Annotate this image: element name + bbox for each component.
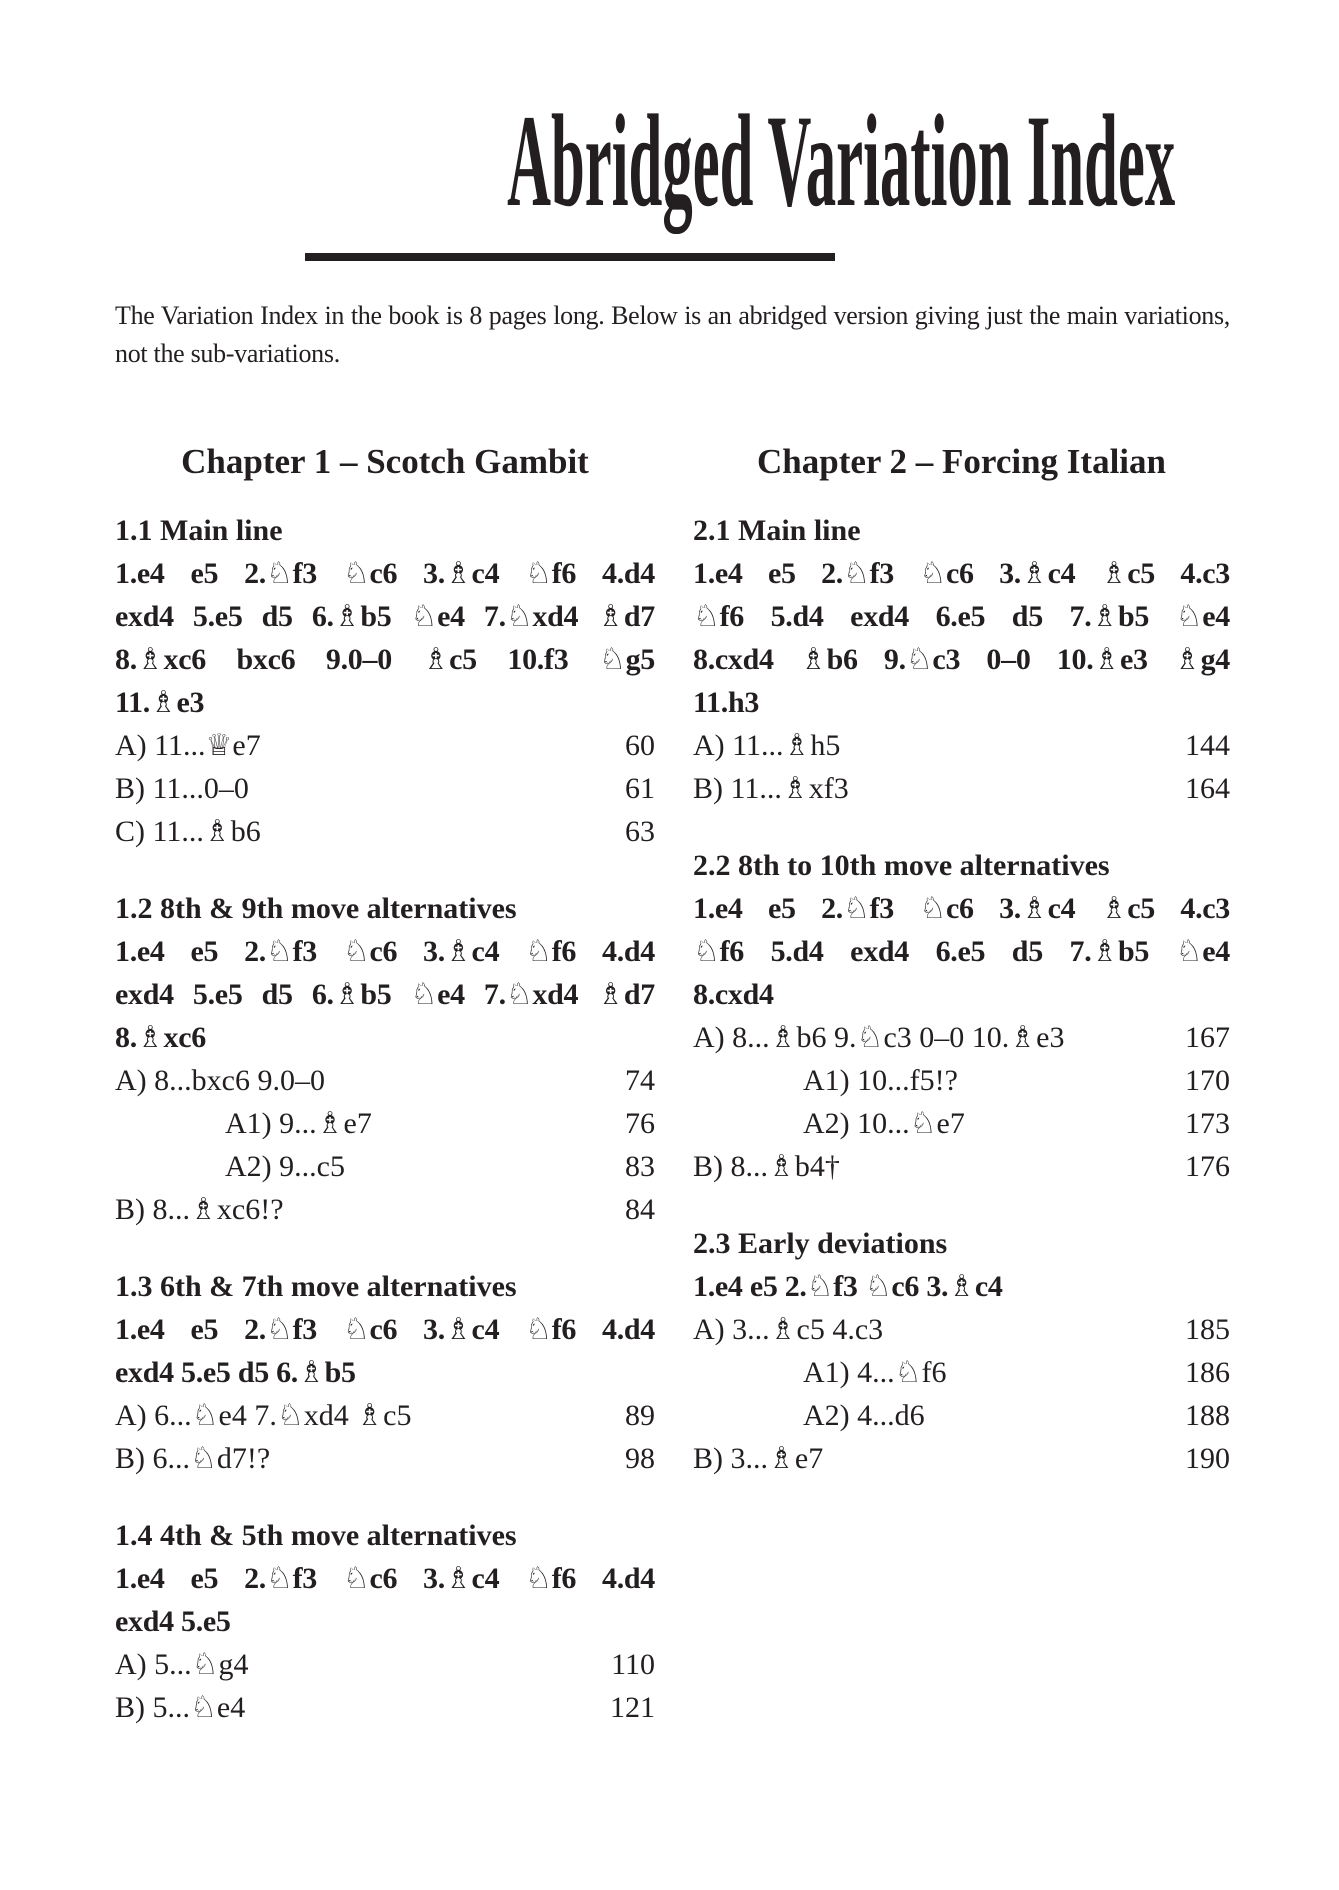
page-number: 61: [625, 772, 655, 805]
section-1-2: [115, 887, 655, 1231]
variation-label: B) 8...♗b4†: [693, 1150, 840, 1183]
section-1-3: [115, 1265, 655, 1480]
chapter-1-column: [115, 439, 655, 1729]
page-number: 74: [625, 1064, 655, 1097]
variation-row: [693, 1059, 1230, 1102]
page-number: 63: [625, 815, 655, 848]
variation-label: B) 6...♘d7!?: [115, 1442, 271, 1475]
page-number: 83: [625, 1150, 655, 1183]
page-number: 170: [1185, 1064, 1230, 1097]
variation-row: [115, 1394, 655, 1437]
page-number: 121: [610, 1691, 655, 1724]
page-number: 84: [625, 1193, 655, 1226]
variation-row: [693, 724, 1230, 767]
variation-label: B) 11...0–0: [115, 772, 249, 805]
intro-text: The Variation Index in the book is 8 pages long. Below is an abridged version giving just the main variations, not the sub-variations.: [115, 301, 1230, 368]
variation-label: A2) 4...d6: [803, 1399, 925, 1432]
page-number: 188: [1185, 1399, 1230, 1432]
variation-label: A) 3...♗c5 4.c3: [693, 1313, 884, 1346]
section-1-4: [115, 1514, 655, 1729]
move-line: exd4 5.e5 d5 6.♗b5 ♘e4 7.♘xd4 ♗d7: [115, 978, 655, 1011]
variation-row: [693, 1351, 1230, 1394]
variation-row: [693, 1016, 1230, 1059]
variation-label: A) 6...♘e4 7.♘xd4 ♗c5: [115, 1399, 412, 1432]
move-line: 8.cxd4 ♗b6 9.♘c3 0–0 10.♗e3 ♗g4: [693, 643, 1230, 676]
variation-label: A2) 10...♘e7: [803, 1107, 965, 1140]
move-line: exd4 5.e5: [115, 1605, 231, 1638]
move-line: 11.♗e3: [115, 686, 205, 719]
move-line: 1.e4 e5 2.♘f3 ♘c6 3.♗c4 ♘f6 4.d4: [115, 1562, 655, 1595]
section-heading: 2.3 Early deviations: [693, 1227, 948, 1260]
variation-label: B) 8...♗xc6!?: [115, 1193, 284, 1226]
variation-label: B) 5...♘e4: [115, 1691, 246, 1724]
variation-row: [693, 1102, 1230, 1145]
variation-row: [115, 1686, 655, 1729]
variation-row: [693, 1308, 1230, 1351]
variation-label: B) 11...♗xf3: [693, 772, 849, 805]
page-number: 164: [1185, 772, 1230, 805]
page-number: 60: [625, 729, 655, 762]
move-line: 1.e4 e5 2.♘f3 ♘c6 3.♗c4 ♘f6 4.d4: [115, 935, 655, 968]
move-line: exd4 5.e5 d5 6.♗b5 ♘e4 7.♘xd4 ♗d7: [115, 600, 655, 633]
section-2-2: [693, 844, 1230, 1188]
variation-label: A2) 9...c5: [225, 1150, 345, 1183]
page-number: 173: [1185, 1107, 1230, 1140]
page-number: 144: [1185, 729, 1230, 762]
title-rule: [305, 253, 835, 261]
page-number: 76: [625, 1107, 655, 1140]
page-number: 110: [611, 1648, 655, 1681]
move-line: 1.e4 e5 2.♘f3 ♘c6 3.♗c4 ♘f6 4.d4: [115, 1313, 655, 1346]
move-line: exd4 5.e5 d5 6.♗b5: [115, 1356, 356, 1389]
variation-row: [693, 1145, 1230, 1188]
page-title-wrap: [115, 87, 1176, 234]
variation-label: A) 8...bxc6 9.0–0: [115, 1064, 325, 1097]
move-line: ♘f6 5.d4 exd4 6.e5 d5 7.♗b5 ♘e4: [693, 600, 1230, 633]
move-line: 1.e4 e5 2.♘f3 ♘c6 3.♗c4 ♘f6 4.d4: [115, 557, 655, 590]
move-line: 8.♗xc6: [115, 1021, 206, 1054]
variation-row: [115, 1102, 655, 1145]
page-number: 176: [1185, 1150, 1230, 1183]
section-2-3: [693, 1222, 1230, 1480]
move-line: 1.e4 e5 2.♘f3 ♘c6 3.♗c4 ♗c5 4.c3: [693, 892, 1230, 925]
variation-row: [115, 1188, 655, 1231]
move-line: ♘f6 5.d4 exd4 6.e5 d5 7.♗b5 ♘e4: [693, 935, 1230, 968]
variation-row: [693, 767, 1230, 810]
page-header: [115, 87, 1176, 261]
page-number: 167: [1185, 1021, 1230, 1054]
variation-label: A1) 10...f5!?: [803, 1064, 958, 1097]
variation-label: A) 11...♗h5: [693, 729, 841, 762]
section-heading: 1.1 Main line: [115, 514, 283, 547]
variation-label: A1) 9...♗e7: [225, 1107, 372, 1140]
section-heading: 2.1 Main line: [693, 514, 861, 547]
variation-row: [115, 1437, 655, 1480]
variation-label: C) 11...♗b6: [115, 815, 261, 848]
variation-label: A) 11...♕e7: [115, 729, 261, 762]
variation-label: A) 5...♘g4: [115, 1648, 249, 1681]
section-heading: 1.4 4th & 5th move alternatives: [115, 1519, 517, 1552]
page-number: 186: [1185, 1356, 1230, 1389]
chapter-2-heading: Chapter 2 – Forcing Italian: [757, 442, 1166, 481]
index-columns: [115, 439, 1230, 1729]
variation-label: A1) 4...♘f6: [803, 1356, 947, 1389]
section-heading: 1.3 6th & 7th move alternatives: [115, 1270, 517, 1303]
variation-row: [115, 810, 655, 853]
section-heading: 2.2 8th to 10th move alternatives: [693, 849, 1110, 882]
variation-label: B) 3...♗e7: [693, 1442, 824, 1475]
section-2-1: [693, 509, 1230, 810]
variation-row: [115, 1145, 655, 1188]
variation-row: [693, 1394, 1230, 1437]
chapter-1-heading: Chapter 1 – Scotch Gambit: [181, 442, 589, 481]
variation-label: A) 8...♗b6 9.♘c3 0–0 10.♗e3: [693, 1021, 1065, 1054]
move-line: 8.♗xc6 bxc6 9.0–0 ♗c5 10.f3 ♘g5: [115, 643, 655, 676]
variation-row: [115, 724, 655, 767]
variation-row: [115, 1059, 655, 1102]
move-line: 11.h3: [693, 686, 760, 719]
page-number: 89: [625, 1399, 655, 1432]
section-heading: 1.2 8th & 9th move alternatives: [115, 892, 517, 925]
page-number: 98: [625, 1442, 655, 1475]
variation-row: [115, 1643, 655, 1686]
page-number: 190: [1185, 1442, 1230, 1475]
move-line: 1.e4 e5 2.♘f3 ♘c6 3.♗c4 ♗c5 4.c3: [693, 557, 1230, 590]
chapter-2-column: [693, 439, 1230, 1729]
variation-row: [115, 767, 655, 810]
move-line: 8.cxd4: [693, 978, 774, 1011]
page-title: Abridged Variation Index: [507, 87, 1176, 234]
page-number: 185: [1185, 1313, 1230, 1346]
move-line: 1.e4 e5 2.♘f3 ♘c6 3.♗c4: [693, 1270, 1003, 1303]
variation-row: [693, 1437, 1230, 1480]
section-1-1: [115, 509, 655, 853]
